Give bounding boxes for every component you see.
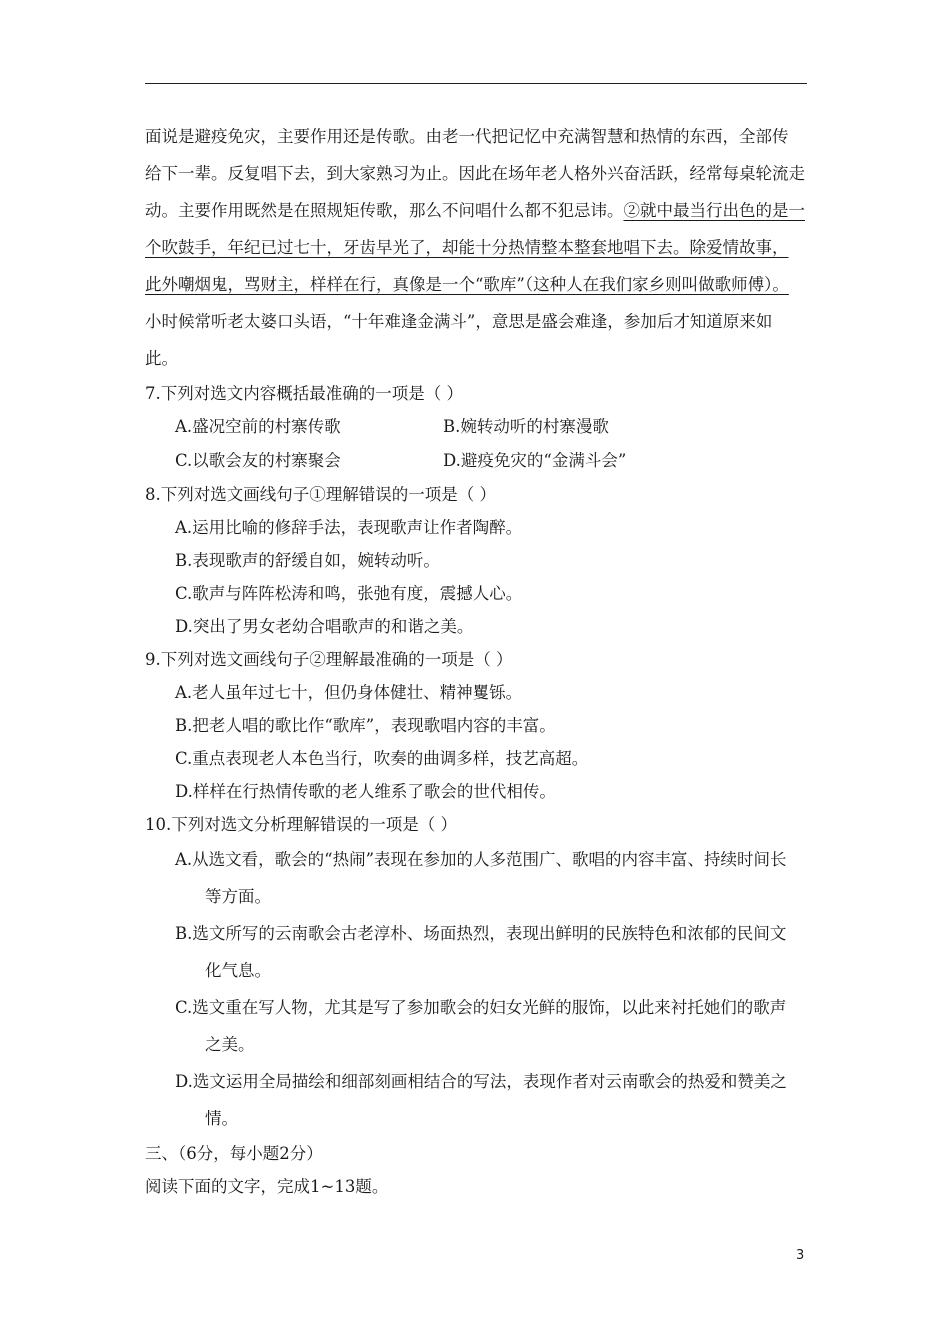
option-d: D.避疫免灾的“金满斗会” [443, 451, 627, 470]
page-number: 3 [796, 1248, 805, 1263]
question-8-stem: 8.下列对选文画线句子①理解错误的一项是（ ） [145, 485, 496, 504]
underlined-sentence-2: 此外嘲烟鬼，骂财主，样样在行，真像是一个“歌库”（这种人在我们家乡则叫做歌师傅）。 [145, 275, 789, 294]
option-a: A.从选文看，歌会的“热闹”表现在参加的人多范围广、歌唱的内容丰富、持续时间长 [175, 850, 787, 869]
question-7-options-row [145, 444, 817, 478]
passage-line [145, 266, 817, 303]
underlined-sentence-2: 个吹鼓手，年纪已过七十，牙齿早光了，却能十分热情整本整套地唱下去。除爱情故事， [145, 238, 789, 257]
passage-line: 此。 [145, 349, 178, 368]
option-c-continued: 之美。 [205, 1035, 255, 1054]
option-a-continued: 等方面。 [205, 887, 271, 906]
question-7-stem: 7.下列对选文内容概括最准确的一项是（ ） [145, 384, 463, 403]
option-b: B.表现歌声的舒缓自如，婉转动听。 [175, 551, 440, 570]
option-d: D.样样在行热情传歌的老人维系了歌会的世代相传。 [175, 782, 556, 801]
passage-text: 动。主要作用既然是在照规矩传歌，那么不问唱什么都不犯忌讳。 [145, 201, 624, 220]
header-rule [145, 83, 807, 84]
option-b: B.把老人唱的歌比作“歌库”，表现歌唱内容的丰富。 [175, 716, 556, 735]
option-c: C.歌声与阵阵松涛和鸣，张弛有度，震撼人心。 [175, 584, 523, 603]
passage-line: 面说是避疫免灾，主要作用还是传歌。由老一代把记忆中充满智慧和热情的东西，全部传 [145, 127, 789, 146]
option-b: B.选文所写的云南歌会古老淳朴、场面热烈，表现出鲜明的民族特色和浓郁的民间文 [175, 924, 787, 943]
underlined-sentence-2: ②就中最当行出色的是一 [623, 201, 805, 220]
question-10-stem: 10.下列对选文分析理解错误的一项是（ ） [145, 815, 457, 834]
section-3-heading: 三、（6分，每小题2分） [145, 1144, 323, 1163]
passage-line: 小时候常听老太婆口头语，“十年难逢金满斗”，意思是盛会难逢，参加后才知道原来如 [145, 312, 773, 331]
passage-line [145, 229, 817, 266]
section-3-instruction: 阅读下面的文字，完成1~13题。 [145, 1177, 389, 1196]
question-9-stem: 9.下列对选文画线句子②理解最准确的一项是（ ） [145, 650, 513, 669]
option-a: A.老人虽年过七十，但仍身体健壮、精神矍铄。 [175, 683, 523, 702]
option-d: D.突出了男女老幼合唱歌声的和谐之美。 [175, 617, 474, 636]
option-d: D.选文运用全局描绘和细部刻画相结合的写法，表现作者对云南歌会的热爱和赞美之 [175, 1072, 787, 1091]
option-a: A.运用比喻的修辞手法，表现歌声让作者陶醉。 [175, 518, 523, 537]
option-a: A.盛况空前的村寨传歌 [175, 417, 341, 436]
option-c: C.以歌会友的村寨聚会 [175, 451, 341, 470]
option-d-continued: 情。 [205, 1109, 238, 1128]
passage-line: 给下一辈。反复唱下去，到大家熟习为止。因此在场年老人格外兴奋活跃，经常每桌轮流走 [145, 164, 805, 183]
page-content [145, 118, 817, 1203]
question-7-options-row [145, 410, 817, 444]
option-b: B.婉转动听的村寨漫歌 [443, 417, 609, 436]
option-c: C.选文重在写人物，尤其是写了参加歌会的妇女光鲜的服饰，以此来衬托她们的歌声 [175, 998, 787, 1017]
option-c: C.重点表现老人本色当行，吹奏的曲调多样，技艺高超。 [175, 749, 589, 768]
option-b-continued: 化气息。 [205, 961, 271, 980]
passage-line [145, 192, 817, 229]
